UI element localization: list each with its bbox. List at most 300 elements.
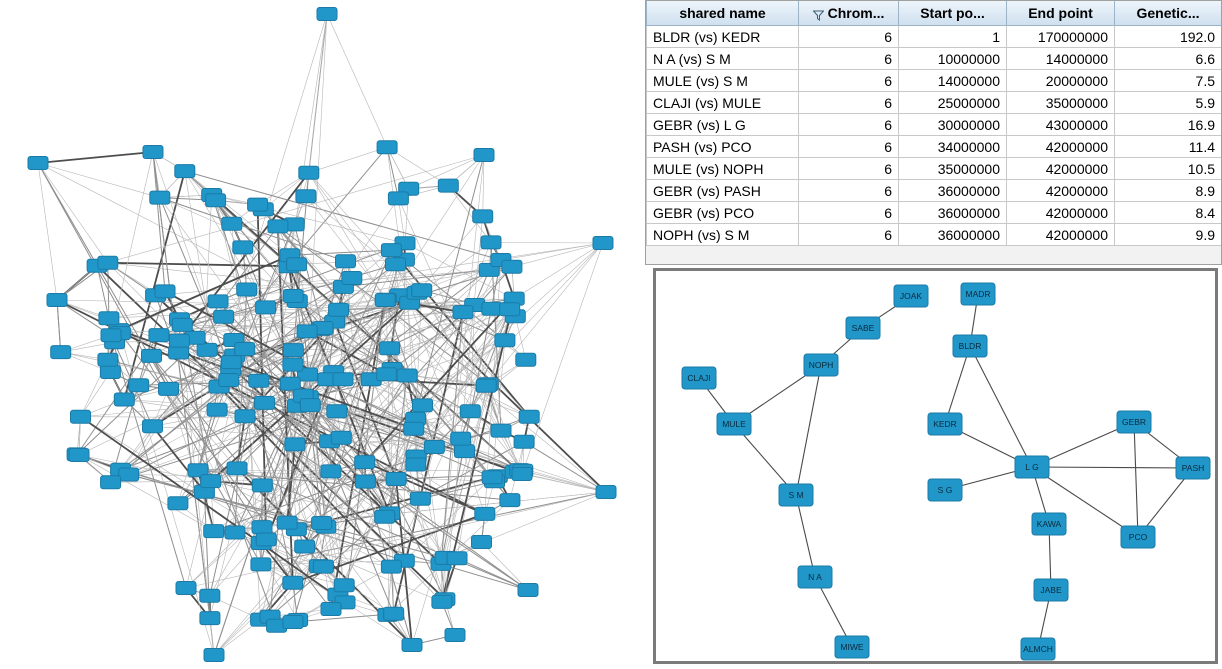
large-network-node-shape[interactable]: [233, 241, 253, 254]
large-network-node-shape[interactable]: [283, 576, 303, 589]
subnetwork-node[interactable]: [1015, 456, 1049, 478]
large-network-node-shape[interactable]: [336, 255, 356, 268]
large-network-node-shape[interactable]: [412, 284, 432, 297]
large-network-node[interactable]: [410, 492, 430, 505]
large-network-node-shape[interactable]: [491, 424, 511, 437]
large-network-node-shape[interactable]: [207, 403, 227, 416]
large-network-node[interactable]: [225, 526, 245, 539]
large-network-node[interactable]: [251, 558, 271, 571]
large-network-node-shape[interactable]: [169, 334, 189, 347]
subnetwork-node[interactable]: [846, 317, 880, 339]
large-network-node-shape[interactable]: [159, 382, 179, 395]
large-network-node[interactable]: [99, 312, 119, 325]
large-network-node-shape[interactable]: [168, 497, 188, 510]
large-network-node-shape[interactable]: [438, 179, 458, 192]
large-network-node[interactable]: [386, 473, 406, 486]
large-network-node[interactable]: [98, 353, 118, 366]
subnetwork-node[interactable]: [1034, 579, 1068, 601]
large-network-node-shape[interactable]: [268, 220, 288, 233]
large-network-node-shape[interactable]: [321, 603, 341, 616]
large-network-node[interactable]: [377, 141, 397, 154]
column-header-chromosome[interactable]: [799, 1, 899, 26]
large-network-node[interactable]: [342, 272, 362, 285]
subnetwork-node-shape[interactable]: [1015, 456, 1049, 478]
large-network-node-shape[interactable]: [381, 244, 401, 257]
subnetwork-node[interactable]: [835, 636, 869, 658]
large-network-node[interactable]: [69, 449, 89, 462]
large-network-node-shape[interactable]: [150, 191, 170, 204]
large-network-node[interactable]: [331, 431, 351, 444]
subnetwork-node-shape[interactable]: [953, 335, 987, 357]
subnetwork-node[interactable]: [717, 413, 751, 435]
large-network-node-shape[interactable]: [312, 517, 332, 530]
large-network-node[interactable]: [321, 603, 341, 616]
large-network-node-shape[interactable]: [500, 494, 520, 507]
large-network-node[interactable]: [159, 382, 179, 395]
large-network-node-shape[interactable]: [453, 306, 473, 319]
large-network-node-shape[interactable]: [251, 558, 271, 571]
large-network-node-shape[interactable]: [206, 194, 226, 207]
subnetwork-node[interactable]: [1032, 513, 1066, 535]
subnetwork-node[interactable]: [798, 566, 832, 588]
large-network-node[interactable]: [473, 210, 493, 223]
large-network-node-shape[interactable]: [386, 258, 406, 271]
large-network-node[interactable]: [424, 441, 444, 454]
subnetwork-view[interactable]: [653, 268, 1218, 664]
large-network-node[interactable]: [235, 343, 255, 356]
large-network-node-shape[interactable]: [516, 353, 536, 366]
subnetwork-node[interactable]: [682, 367, 716, 389]
large-network-node[interactable]: [460, 405, 480, 418]
large-network-node[interactable]: [313, 560, 333, 573]
large-network-node-shape[interactable]: [256, 533, 276, 546]
large-network-node[interactable]: [495, 334, 515, 347]
large-network-node-shape[interactable]: [447, 552, 467, 565]
large-network-node[interactable]: [101, 329, 121, 342]
large-network-node-shape[interactable]: [355, 475, 375, 488]
large-network-node-shape[interactable]: [519, 410, 539, 423]
large-network-node-shape[interactable]: [495, 334, 515, 347]
large-network-node[interactable]: [295, 540, 315, 553]
large-network-node-shape[interactable]: [287, 258, 307, 271]
large-network-node-shape[interactable]: [432, 595, 452, 608]
large-network-node[interactable]: [222, 217, 242, 230]
large-network-node[interactable]: [201, 475, 221, 488]
large-network-node-shape[interactable]: [455, 445, 475, 458]
large-network-node-shape[interactable]: [175, 165, 195, 178]
subnetwork-node[interactable]: [1176, 457, 1210, 479]
large-network-node[interactable]: [143, 420, 163, 433]
large-network-node[interactable]: [455, 445, 475, 458]
large-network-node-shape[interactable]: [252, 521, 272, 534]
large-network-node[interactable]: [255, 396, 275, 409]
large-network-node[interactable]: [208, 295, 228, 308]
large-network-node[interactable]: [299, 166, 319, 179]
large-network-node-shape[interactable]: [252, 479, 272, 492]
large-network-node[interactable]: [280, 377, 300, 390]
large-network-node[interactable]: [355, 475, 375, 488]
large-network-node[interactable]: [397, 369, 417, 382]
subnetwork-node-shape[interactable]: [1021, 638, 1055, 660]
subnetwork-node-shape[interactable]: [928, 413, 962, 435]
large-network-node[interactable]: [377, 368, 397, 381]
large-network-node-shape[interactable]: [460, 405, 480, 418]
large-network-node-shape[interactable]: [249, 374, 269, 387]
large-network-node-shape[interactable]: [381, 560, 401, 573]
large-network-node[interactable]: [219, 374, 239, 387]
large-network-node-shape[interactable]: [129, 379, 149, 392]
large-network-node[interactable]: [384, 607, 404, 620]
edge-table[interactable]: [646, 1, 1222, 246]
large-network-node[interactable]: [336, 255, 356, 268]
large-network-node-shape[interactable]: [424, 441, 444, 454]
subnetwork-node[interactable]: [804, 354, 838, 376]
large-network-node[interactable]: [143, 146, 163, 159]
column-header-start-point[interactable]: [899, 1, 1007, 26]
large-network-node-shape[interactable]: [256, 301, 276, 314]
large-network-node-shape[interactable]: [51, 346, 71, 359]
large-network-node[interactable]: [168, 497, 188, 510]
subnetwork-node-shape[interactable]: [894, 285, 928, 307]
large-network-node[interactable]: [227, 462, 247, 475]
large-network-node[interactable]: [207, 403, 227, 416]
large-network-node[interactable]: [155, 285, 175, 298]
subnetwork-node[interactable]: [1117, 411, 1151, 433]
large-network-node[interactable]: [297, 325, 317, 338]
large-network-node[interactable]: [491, 424, 511, 437]
large-network-node[interactable]: [169, 334, 189, 347]
large-network-node-shape[interactable]: [225, 526, 245, 539]
large-network-node[interactable]: [129, 379, 149, 392]
subnetwork-node[interactable]: [961, 283, 995, 305]
large-network-node-shape[interactable]: [593, 237, 613, 250]
large-network-node-shape[interactable]: [502, 260, 522, 273]
large-network-node-shape[interactable]: [342, 272, 362, 285]
large-network-node-shape[interactable]: [47, 294, 67, 307]
table-row[interactable]: [647, 48, 1222, 70]
large-network-node-shape[interactable]: [235, 343, 255, 356]
subnetwork-node[interactable]: [1121, 526, 1155, 548]
large-network-node-shape[interactable]: [397, 369, 417, 382]
table-row[interactable]: [647, 136, 1222, 158]
large-network-node[interactable]: [512, 468, 532, 481]
large-network-node[interactable]: [150, 191, 170, 204]
large-network-node[interactable]: [502, 260, 522, 273]
edge-table-panel[interactable]: [645, 0, 1222, 265]
large-network-node[interactable]: [221, 356, 241, 369]
subnetwork-node-shape[interactable]: [928, 479, 962, 501]
large-network-node[interactable]: [482, 302, 502, 315]
large-network-node[interactable]: [474, 149, 494, 162]
large-network-node[interactable]: [327, 405, 347, 418]
large-network-node-shape[interactable]: [474, 149, 494, 162]
large-network-node[interactable]: [500, 494, 520, 507]
large-network-node-shape[interactable]: [28, 157, 48, 170]
large-network-node[interactable]: [451, 432, 471, 445]
large-network-node[interactable]: [248, 198, 268, 211]
large-network-node[interactable]: [175, 165, 195, 178]
subnetwork-node[interactable]: [928, 413, 962, 435]
large-network-node[interactable]: [197, 343, 217, 356]
large-network-node-shape[interactable]: [596, 486, 616, 499]
large-network-node-shape[interactable]: [172, 318, 192, 331]
large-network-node[interactable]: [375, 294, 395, 307]
large-network-node-shape[interactable]: [99, 312, 119, 325]
large-network-node[interactable]: [300, 399, 320, 412]
large-network-node-shape[interactable]: [69, 449, 89, 462]
subnetwork-node-shape[interactable]: [1117, 411, 1151, 433]
large-network-node-shape[interactable]: [143, 146, 163, 159]
large-network-node[interactable]: [596, 486, 616, 499]
subnetwork-node[interactable]: [894, 285, 928, 307]
large-network-node[interactable]: [386, 258, 406, 271]
large-network-node[interactable]: [98, 256, 118, 269]
large-network-node[interactable]: [402, 639, 422, 652]
large-network-node-shape[interactable]: [321, 465, 341, 478]
large-network-node[interactable]: [142, 349, 162, 362]
large-network-node[interactable]: [472, 536, 492, 549]
large-network-node[interactable]: [237, 283, 257, 296]
table-row[interactable]: [647, 158, 1222, 180]
large-network-node[interactable]: [47, 294, 67, 307]
large-network-node[interactable]: [296, 190, 316, 203]
large-network-node-shape[interactable]: [384, 607, 404, 620]
large-network-node-shape[interactable]: [200, 612, 220, 625]
large-network-node-shape[interactable]: [200, 589, 220, 602]
large-network-node-shape[interactable]: [482, 302, 502, 315]
large-network-node-shape[interactable]: [473, 210, 493, 223]
large-network-node-shape[interactable]: [142, 349, 162, 362]
large-network-node[interactable]: [172, 318, 192, 331]
large-network-node-shape[interactable]: [221, 356, 241, 369]
large-network-node-shape[interactable]: [406, 458, 426, 471]
large-network-node[interactable]: [438, 179, 458, 192]
large-network-node-shape[interactable]: [237, 283, 257, 296]
large-network-node[interactable]: [380, 342, 400, 355]
large-network-node-shape[interactable]: [476, 379, 496, 392]
large-network-node[interactable]: [101, 476, 121, 489]
large-network-node-shape[interactable]: [277, 516, 297, 529]
large-network-node-shape[interactable]: [119, 468, 139, 481]
large-network-node[interactable]: [283, 290, 303, 303]
large-network-node-shape[interactable]: [208, 295, 228, 308]
subnetwork-nodes[interactable]: [682, 283, 1210, 660]
large-network-node-shape[interactable]: [404, 422, 424, 435]
large-network-node-shape[interactable]: [149, 329, 169, 342]
table-row[interactable]: [647, 92, 1222, 114]
large-network-node[interactable]: [200, 612, 220, 625]
large-network-node[interactable]: [516, 353, 536, 366]
large-network-node[interactable]: [268, 220, 288, 233]
large-network-node[interactable]: [404, 422, 424, 435]
large-network-node-shape[interactable]: [413, 399, 433, 412]
large-network-node[interactable]: [412, 284, 432, 297]
large-network-node-shape[interactable]: [283, 358, 303, 371]
large-network-node[interactable]: [329, 303, 349, 316]
large-network-node-shape[interactable]: [295, 540, 315, 553]
subnetwork-node[interactable]: [1021, 638, 1055, 660]
large-network-node-shape[interactable]: [283, 290, 303, 303]
table-row[interactable]: [647, 114, 1222, 136]
large-network-node[interactable]: [475, 507, 495, 520]
large-network-node[interactable]: [100, 366, 120, 379]
large-network-node-shape[interactable]: [327, 405, 347, 418]
large-network-node-shape[interactable]: [214, 310, 234, 323]
large-network-node[interactable]: [285, 438, 305, 451]
table-body[interactable]: [647, 26, 1222, 246]
large-network-node[interactable]: [453, 306, 473, 319]
subnetwork-node-shape[interactable]: [779, 484, 813, 506]
large-network-node[interactable]: [283, 358, 303, 371]
large-network-node-shape[interactable]: [500, 303, 520, 316]
large-network-node[interactable]: [334, 579, 354, 592]
large-network-node[interactable]: [71, 410, 91, 423]
large-network-node-shape[interactable]: [451, 432, 471, 445]
large-network-node-shape[interactable]: [248, 198, 268, 211]
large-network-node-shape[interactable]: [283, 616, 303, 629]
large-network-node-shape[interactable]: [402, 639, 422, 652]
large-network-node-shape[interactable]: [283, 344, 303, 357]
large-network-node[interactable]: [321, 465, 341, 478]
subnetwork-node-shape[interactable]: [717, 413, 751, 435]
large-network-node-shape[interactable]: [514, 435, 534, 448]
large-network-node[interactable]: [283, 616, 303, 629]
large-network-node-shape[interactable]: [410, 492, 430, 505]
large-network-node[interactable]: [206, 194, 226, 207]
large-network-node[interactable]: [214, 310, 234, 323]
large-network-node[interactable]: [176, 582, 196, 595]
table-row[interactable]: [647, 26, 1222, 48]
large-network-node-shape[interactable]: [299, 166, 319, 179]
large-network-node-shape[interactable]: [300, 399, 320, 412]
large-network-node-shape[interactable]: [375, 510, 395, 523]
large-network-node[interactable]: [233, 241, 253, 254]
large-network-node[interactable]: [200, 589, 220, 602]
large-network-node-shape[interactable]: [331, 431, 351, 444]
large-network-node[interactable]: [375, 510, 395, 523]
large-network-node-shape[interactable]: [472, 536, 492, 549]
large-network-node-shape[interactable]: [201, 475, 221, 488]
table-row[interactable]: [647, 224, 1222, 246]
large-network-node[interactable]: [169, 346, 189, 359]
large-network-node-shape[interactable]: [355, 456, 375, 469]
large-network-node-shape[interactable]: [100, 366, 120, 379]
large-network-node[interactable]: [406, 458, 426, 471]
large-network-node[interactable]: [256, 301, 276, 314]
large-network-node[interactable]: [518, 584, 538, 597]
large-network-node[interactable]: [388, 192, 408, 205]
large-network-node-shape[interactable]: [143, 420, 163, 433]
large-network-node[interactable]: [413, 399, 433, 412]
large-network-node-shape[interactable]: [155, 285, 175, 298]
large-network-node-shape[interactable]: [71, 410, 91, 423]
large-network-node[interactable]: [51, 346, 71, 359]
large-network-node[interactable]: [333, 373, 353, 386]
large-network-node[interactable]: [28, 157, 48, 170]
large-network-node[interactable]: [256, 533, 276, 546]
large-network-node[interactable]: [476, 379, 496, 392]
large-network-node[interactable]: [381, 244, 401, 257]
large-network-node-shape[interactable]: [317, 8, 337, 21]
large-network-node[interactable]: [252, 479, 272, 492]
subnetwork-node-shape[interactable]: [1034, 579, 1068, 601]
large-network-node-shape[interactable]: [227, 462, 247, 475]
large-network-node-shape[interactable]: [176, 582, 196, 595]
subnetwork-node-shape[interactable]: [1032, 513, 1066, 535]
large-network-node[interactable]: [204, 525, 224, 538]
large-network-node-shape[interactable]: [377, 141, 397, 154]
subnetwork-node-shape[interactable]: [835, 636, 869, 658]
subnetwork-node-shape[interactable]: [846, 317, 880, 339]
large-network-node-shape[interactable]: [98, 256, 118, 269]
large-network-node-shape[interactable]: [445, 629, 465, 642]
large-network-node[interactable]: [482, 471, 502, 484]
large-network-node[interactable]: [355, 456, 375, 469]
large-network-node[interactable]: [204, 649, 224, 662]
large-network-node-shape[interactable]: [481, 236, 501, 249]
large-network-node[interactable]: [381, 560, 401, 573]
large-network-node-shape[interactable]: [329, 303, 349, 316]
large-network-node-shape[interactable]: [475, 507, 495, 520]
large-network-node[interactable]: [287, 258, 307, 271]
large-network-node[interactable]: [235, 410, 255, 423]
large-network-node-shape[interactable]: [204, 649, 224, 662]
large-network-node-shape[interactable]: [235, 410, 255, 423]
large-network-node[interactable]: [519, 410, 539, 423]
large-network-node[interactable]: [252, 521, 272, 534]
large-network-node-shape[interactable]: [388, 192, 408, 205]
column-header-shared-name[interactable]: [647, 1, 799, 26]
table-row[interactable]: [647, 202, 1222, 224]
large-network-node[interactable]: [149, 329, 169, 342]
large-network-node[interactable]: [119, 468, 139, 481]
large-network-node[interactable]: [514, 435, 534, 448]
large-network-node[interactable]: [317, 8, 337, 21]
subnetwork-node[interactable]: [928, 479, 962, 501]
large-network-node-shape[interactable]: [334, 579, 354, 592]
large-network-node-shape[interactable]: [101, 476, 121, 489]
subnetwork-node-shape[interactable]: [682, 367, 716, 389]
large-network-node[interactable]: [432, 595, 452, 608]
subnetwork-node-shape[interactable]: [1176, 457, 1210, 479]
large-network-node-shape[interactable]: [280, 377, 300, 390]
column-header-genetic[interactable]: [1115, 1, 1222, 26]
column-header-end-point[interactable]: [1007, 1, 1115, 26]
large-network-node-shape[interactable]: [285, 438, 305, 451]
large-network-node-shape[interactable]: [255, 396, 275, 409]
table-row[interactable]: [647, 70, 1222, 92]
large-network-node-shape[interactable]: [380, 342, 400, 355]
large-network-node-shape[interactable]: [296, 190, 316, 203]
large-network-node-shape[interactable]: [169, 346, 189, 359]
large-network-node-shape[interactable]: [518, 584, 538, 597]
large-network-node[interactable]: [277, 516, 297, 529]
large-network-node[interactable]: [500, 303, 520, 316]
large-network-node-shape[interactable]: [386, 473, 406, 486]
subnetwork-node[interactable]: [779, 484, 813, 506]
table-row[interactable]: [647, 180, 1222, 202]
subnetwork-node-shape[interactable]: [1121, 526, 1155, 548]
large-network-node-shape[interactable]: [512, 468, 532, 481]
large-network-node-shape[interactable]: [98, 353, 118, 366]
subnetwork-node[interactable]: [953, 335, 987, 357]
large-network-node[interactable]: [593, 237, 613, 250]
large-network-node-shape[interactable]: [377, 368, 397, 381]
large-network-node[interactable]: [481, 236, 501, 249]
large-network-node-shape[interactable]: [222, 217, 242, 230]
large-network-node[interactable]: [283, 576, 303, 589]
large-network-node[interactable]: [447, 552, 467, 565]
